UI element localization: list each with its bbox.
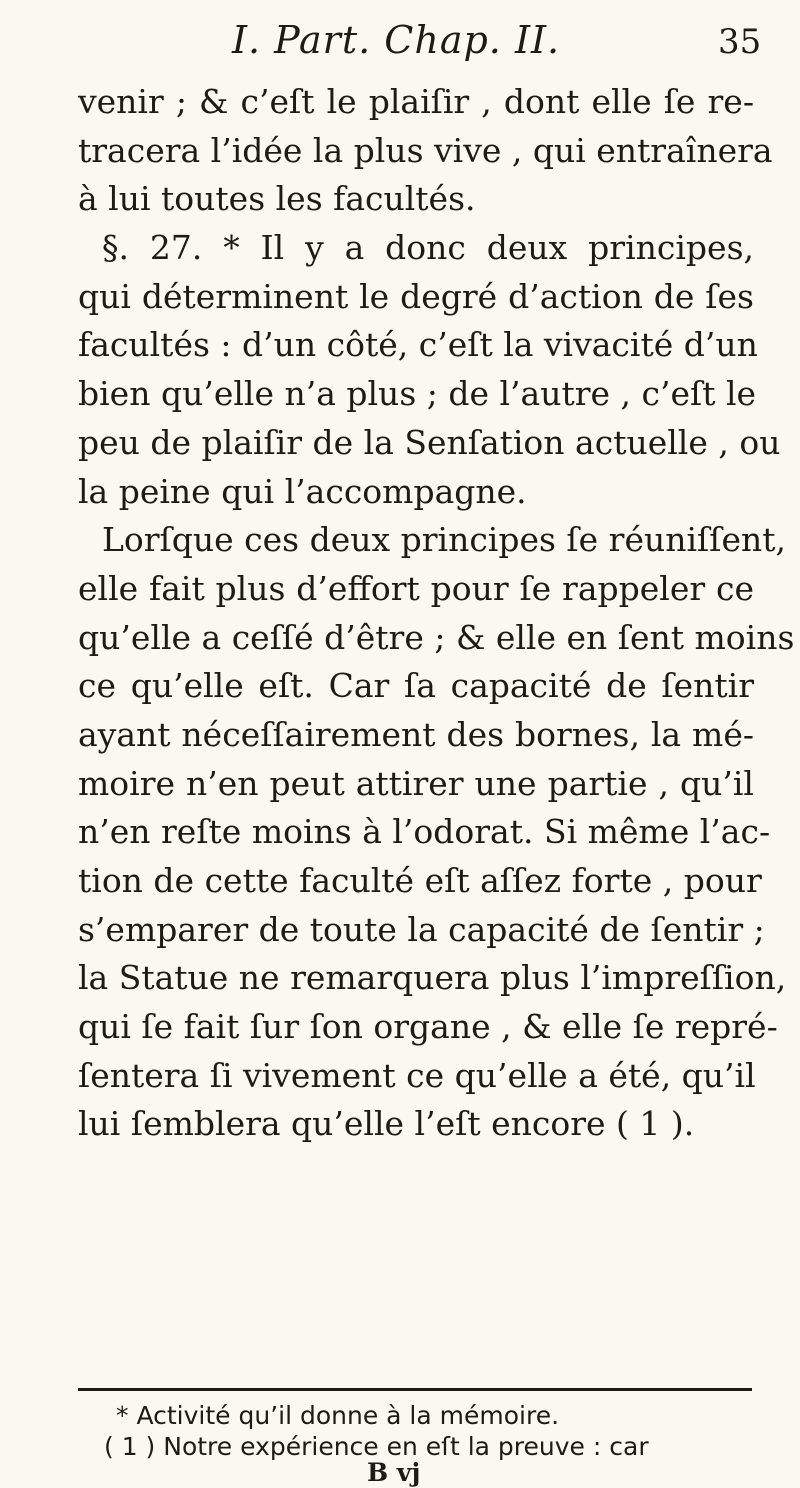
page-number: 35 [718,22,762,62]
text-line: facultés : d’un côté, c’eſt la vivacité d’un [78,325,758,365]
text-line: tracera l’idée la plus vive , qui entraînera [78,130,773,170]
text-line: qui déterminent le degré d’action de ſes [78,276,754,316]
text-line: la Statue ne remarquera plus l’impreſſion, [78,958,787,998]
text-line: n’en reſte moins à l’odorat. Si même l’ac- [78,812,771,852]
text-line: §. 27. * Il y a donc deux principes, [102,228,754,268]
text-line: Lorſque ces deux principes ſe réuniſſent, [102,520,786,560]
page-header [0,18,800,78]
text-line: ſentera ſi vivement ce qu’elle a été, qu’il [78,1055,756,1095]
text-line: moire n’en peut attirer une partie , qu’il [78,763,754,803]
text-line: tion de cette faculté eſt aſſez forte , pour [78,861,762,900]
footnote-separator [78,1388,752,1391]
running-head: I. Part. Chap. II. [232,18,561,62]
text-line: à lui toutes les facultés. [78,179,476,219]
text-line: lui ſemblera qu’elle l’eſt encore ( 1 ). [78,1104,695,1144]
signature-mark: B vj [367,1458,421,1487]
text-line: qui ſe fait ſur ſon organe , & elle ſe repré- [78,1007,778,1047]
text-line: bien qu’elle n’a plus ; de l’autre , c’eſt le [78,374,757,414]
text-line: qu’elle a ceſſé d’être ; & elle en ſent moins [78,617,795,657]
text-line: ayant néceſſairement des bornes, la mé- [78,714,754,754]
footnotes [104,1400,744,1462]
text-line: elle fait plus d’effort pour ſe rappeler ce [78,568,754,608]
text-line: venir ; & c’eſt le plaiſir , dont elle ſe re- [78,82,754,121]
text-line: ce qu’elle eſt. Car ſa capacité de ſentir [78,666,754,706]
text-line: peu de plaiſir de la Senſation actuelle , ou [78,422,781,462]
text-line: la peine qui l’accompagne. [78,471,527,511]
main-text [78,78,795,1149]
footnote-1: ( 1 ) Notre expérience en eſt la preuve : car [104,1432,649,1461]
footnote-activite: * Activité qu’il donne à la mémoire. [116,1401,560,1430]
text-line: s’emparer de toute la capacité de ſentir ; [78,909,765,949]
